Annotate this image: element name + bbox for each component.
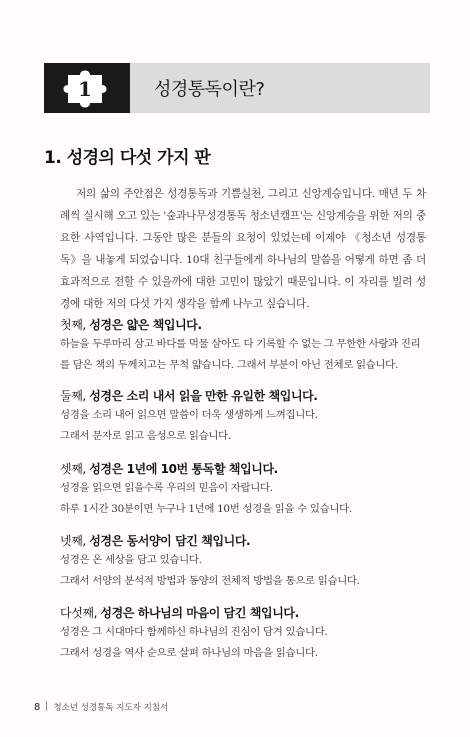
point-prefix: 다섯째,	[60, 606, 101, 620]
page-footer	[34, 701, 168, 713]
chapter-number-block	[44, 63, 130, 113]
point-title: 성경은 하나님의 마음이 담긴 책입니다.	[100, 606, 299, 620]
point-heading	[60, 387, 426, 405]
chapter-title: 성경통독이란?	[154, 79, 265, 100]
running-title: 청소년 성경통독 지도자 지침서	[53, 703, 169, 713]
point-line: 하늘을 두루마리 삼고 바다를 먹물 삼아도 다 기록할 수 없는 그 무한한 사랑과 진리	[60, 338, 421, 350]
point-line: 성경은 온 세상을 담고 있습니다.	[60, 554, 202, 566]
chapter-number: 1	[78, 77, 92, 101]
point-line: 그래서 문자로 읽고 음성으로 읽습니다.	[60, 430, 231, 442]
point-line: 성경은 그 시대마다 함께하신 하나님의 진심이 담겨 있습니다.	[60, 626, 328, 638]
point-2	[60, 387, 426, 447]
point-line: 그래서 서양의 분석적 방법과 동양의 전체적 방법을 통으로 읽습니다.	[60, 575, 360, 587]
point-title: 성경은 동서양이 담긴 책입니다.	[89, 534, 251, 548]
point-prefix: 둘째,	[60, 389, 90, 403]
point-prefix: 첫째,	[60, 318, 90, 332]
point-title: 성경은 소리 내서 읽을 만한 유일한 책입니다.	[89, 389, 318, 403]
point-heading	[60, 604, 426, 622]
point-4	[60, 532, 426, 592]
footer-divider	[46, 701, 47, 711]
section-title: 1. 성경의 다섯 가지 판	[44, 148, 211, 168]
chapter-header-band	[44, 63, 430, 113]
point-line: 성경을 소리 내어 읽으면 말씀이 더욱 생생하게 느껴집니다.	[60, 409, 318, 421]
point-heading	[60, 460, 426, 478]
page-number: 8	[34, 702, 41, 713]
point-line: 하루 1시간 30분이면 누구나 1년에 10번 성경을 읽을 수 있습니다.	[60, 503, 352, 515]
point-prefix: 넷째,	[60, 534, 90, 548]
point-line: 그래서 성경을 역사 순으로 살펴 하나님의 마음을 읽습니다.	[60, 647, 318, 659]
point-1	[60, 316, 426, 376]
point-title: 성경은 1년에 10번 통독할 책입니다.	[89, 462, 278, 476]
point-3	[60, 460, 426, 520]
point-5	[60, 604, 426, 664]
point-heading	[60, 316, 426, 334]
point-line: 성경을 읽으면 읽을수록 우리의 믿음이 자랍니다.	[60, 482, 273, 494]
point-heading	[60, 532, 426, 550]
point-title: 성경은 얇은 책입니다.	[89, 318, 202, 332]
intro-paragraph: 저의 삶의 주안점은 성경통독과 기쁨실천, 그리고 신앙계승입니다. 매년 두 차례씩 실시해 오고 있는 '숲과나무성경통독 청소년캠프'는 신앙계승을 위한 저의 중요한 사역입니다. 그동안 많은 분들의 요청이 있었는데 이제야 《청소년 성경통독》을 내놓게 되었습니다. 10대 친구들에게 하나님의 말씀을 어떻게 하면 좀 더 효과적으로 전할 수 있을까에 대한 고민이 많았기 때문입니다. 이 자리를 빌려 성경에 대한 저의 다섯 가지 생각을 함께 나누고 싶습니다.	[60, 188, 426, 310]
puzzle-piece-icon	[60, 67, 114, 109]
point-line: 를 담은 책의 두께치고는 무척 얇습니다. 그래서 부분이 아닌 전체로 읽습니다.	[60, 359, 398, 371]
point-prefix: 셋째,	[60, 462, 90, 476]
